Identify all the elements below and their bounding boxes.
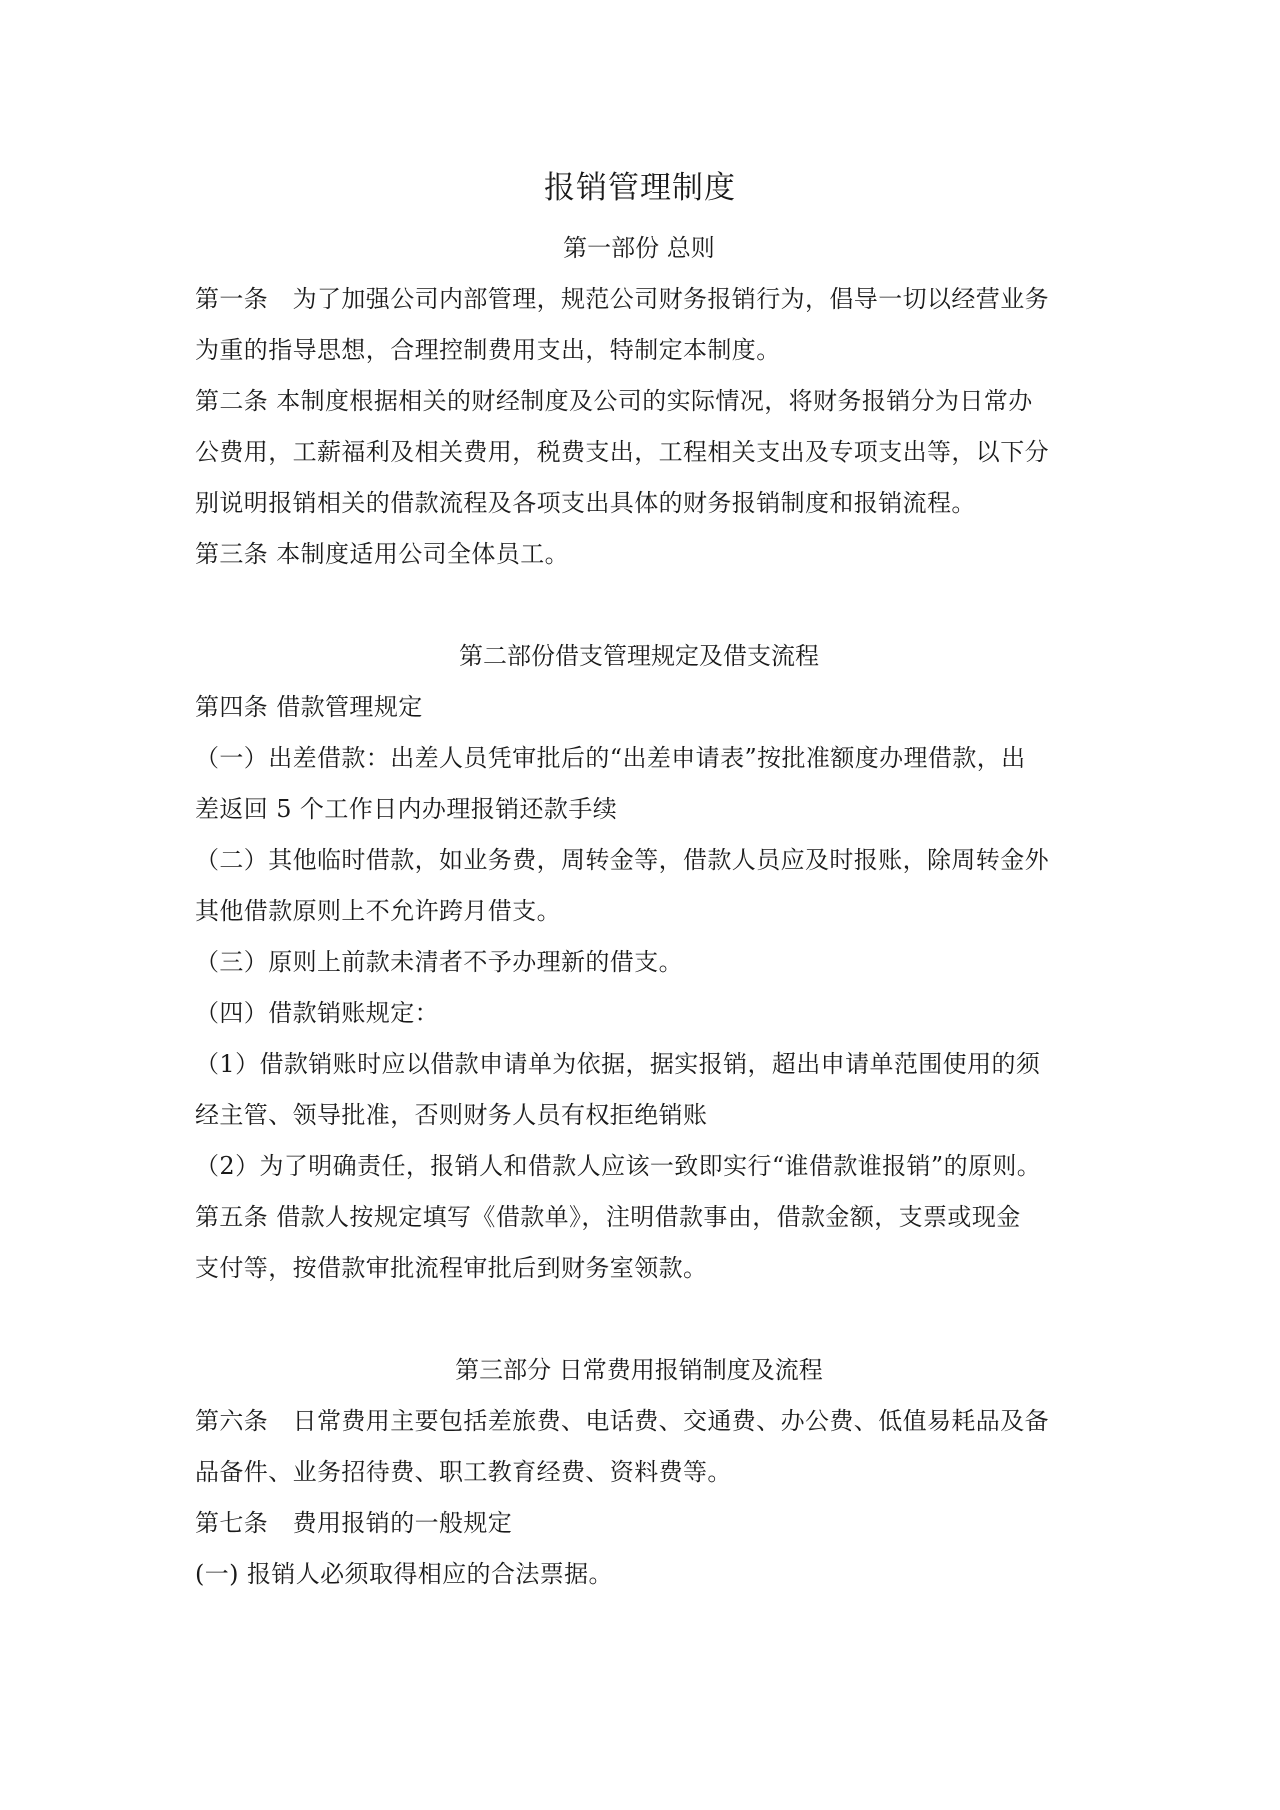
paragraph-line: 支付等，按借款审批流程审批后到财务室领款。 xyxy=(195,1254,708,1282)
paragraph-line: （四）借款销账规定： xyxy=(195,999,439,1027)
paragraph-line: 第一条 为了加强公司内部管理，规范公司财务报销行为，倡导一切以经营业务 xyxy=(195,285,1049,313)
paragraph-line: 第四条 借款管理规定 xyxy=(195,693,423,721)
paragraph-line: 别说明报销相关的借款流程及各项支出具体的财务报销制度和报销流程。 xyxy=(195,489,976,517)
paragraph-line: 第三条 本制度适用公司全体员工。 xyxy=(195,540,570,568)
paragraph-line: 为重的指导思想，合理控制费用支出，特制定本制度。 xyxy=(195,336,781,364)
paragraph-line: (一) 报销人必须取得相应的合法票据。 xyxy=(195,1560,613,1588)
paragraph-line: 经主管、领导批准，否则财务人员有权拒绝销账 xyxy=(195,1101,708,1129)
section-heading-part2: 第二部份借支管理规定及借支流程 xyxy=(459,642,819,670)
paragraph-line: （二）其他临时借款，如业务费，周转金等，借款人员应及时报账，除周转金外 xyxy=(195,846,1049,874)
paragraph-line: 第二条 本制度根据相关的财经制度及公司的实际情况，将财务报销分为日常办 xyxy=(195,387,1033,415)
paragraph-line: 第七条 费用报销的一般规定 xyxy=(195,1509,513,1537)
paragraph-line: 公费用，工薪福利及相关费用，税费支出，工程相关支出及专项支出等，以下分 xyxy=(195,438,1049,466)
paragraph-line: 第六条 日常费用主要包括差旅费、电话费、交通费、办公费、低值易耗品及备 xyxy=(195,1407,1049,1435)
paragraph-line: 其他借款原则上不允许跨月借支。 xyxy=(195,897,561,925)
paragraph-line: （2）为了明确责任，报销人和借款人应该一致即实行“谁借款谁报销”的原则。 xyxy=(195,1152,1042,1180)
paragraph-line: （三）原则上前款未清者不予办理新的借支。 xyxy=(195,948,683,976)
section-heading-part3: 第三部分 日常费用报销制度及流程 xyxy=(455,1356,823,1384)
paragraph-line: 品备件、业务招待费、职工教育经费、资料费等。 xyxy=(195,1458,732,1486)
document-title: 报销管理制度 xyxy=(544,170,736,206)
paragraph-line: 差返回 5 个工作日内办理报销还款手续 xyxy=(195,795,618,823)
paragraph-line: （一）出差借款：出差人员凭审批后的“出差申请表”按批准额度办理借款，出 xyxy=(195,744,1026,772)
paragraph-line: （1）借款销账时应以借款申请单为依据，据实报销，超出申请单范围使用的须 xyxy=(195,1050,1041,1078)
paragraph-line: 第五条 借款人按规定填写《借款单》，注明借款事由，借款金额，支票或现金 xyxy=(195,1203,1021,1231)
section-heading-part1: 第一部份 总则 xyxy=(563,234,715,262)
